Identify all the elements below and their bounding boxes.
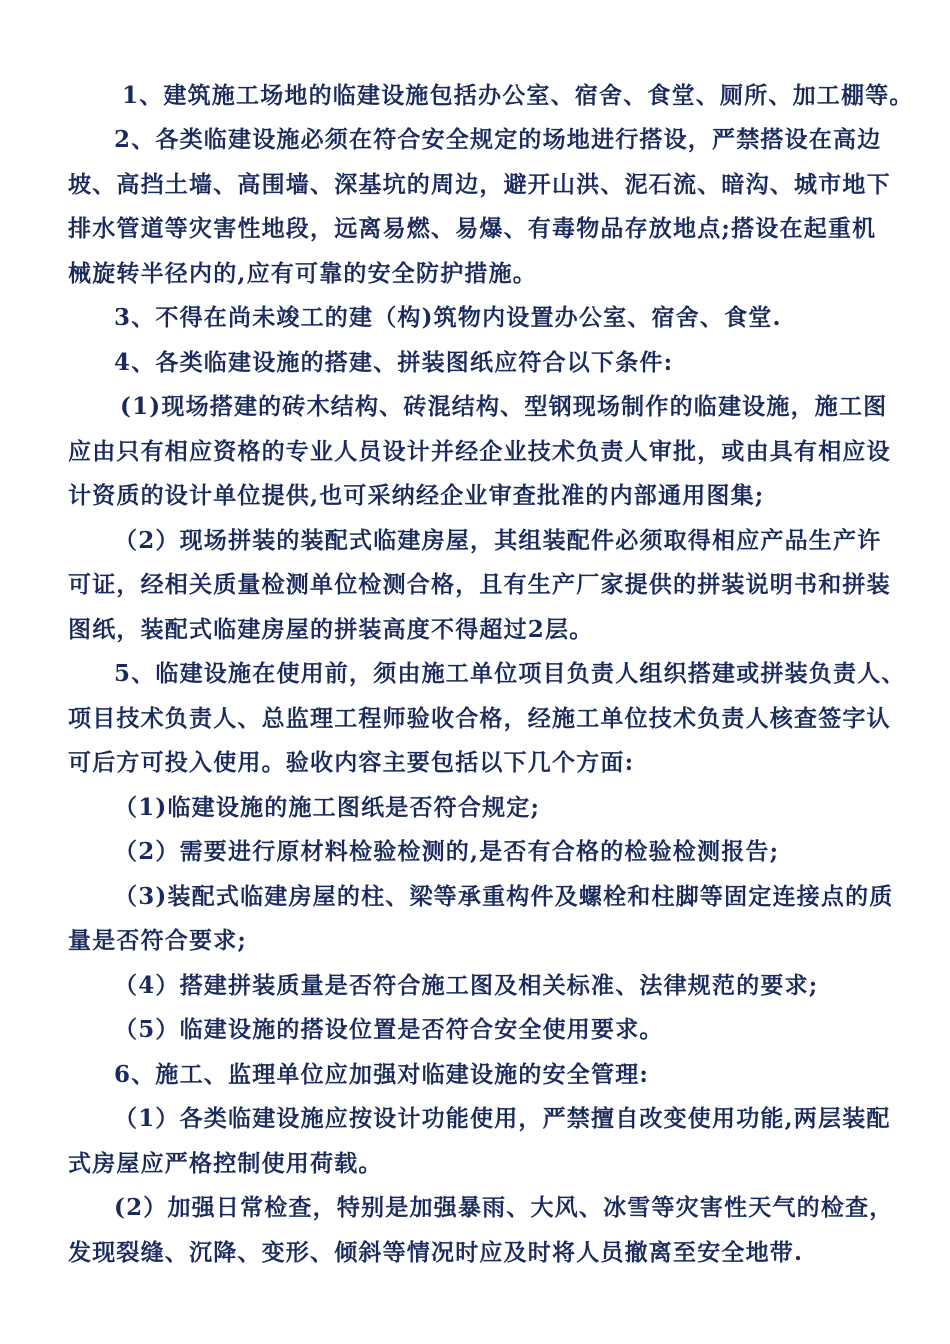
text-line-sub-3: （3)装配式临建房屋的柱、梁等承重构件及螺栓和柱脚等固定连接点的质 [114, 883, 894, 910]
text-line-item-1: 1、建筑施工场地的临建设施包括办公室、宿舍、食堂、厕所、加工棚等。 [122, 82, 914, 109]
text-line: 发现裂缝、沉降、变形、倾斜等情况时应及时将人员撤离至安全地带. [68, 1239, 804, 1266]
text-line-sub-2: （2）现场拼装的装配式临建房屋，其组装配件必须取得相应产品生产许 [114, 527, 882, 554]
text-line: 量是否符合要求; [68, 927, 248, 954]
text-line-sub-2: (2）加强日常检查，特别是加强暴雨、大风、冰雪等灾害性天气的检查， [114, 1194, 894, 1221]
text-line-item-5: 5、临建设施在使用前，须由施工单位项目负责人组织搭建或拼装负责人、 [114, 660, 906, 687]
text-line-sub-2: （2）需要进行原材料检验检测的,是否有合格的检验检测报告; [114, 838, 780, 865]
text-line-sub-5: （5）临建设施的搭设位置是否符合安全使用要求。 [114, 1016, 664, 1043]
text-line: 坡、高挡土墙、高围墙、深基坑的周边，避开山洪、泥石流、暗沟、城市地下 [68, 171, 891, 198]
text-line: 项目技术负责人、总监理工程师验收合格，经施工单位技术负责人核查签字认 [68, 705, 891, 732]
text-line-item-3: 3、不得在尚未竣工的建（构)筑物内设置办公室、宿舍、食堂. [114, 304, 782, 331]
text-line-sub-1: （1)临建设施的施工图纸是否符合规定; [114, 794, 541, 821]
text-line: 可后方可投入使用。验收内容主要包括以下几个方面: [68, 749, 635, 776]
text-line: 械旋转半径内的,应有可靠的安全防护措施。 [68, 260, 538, 287]
text-line: 应由只有相应资格的专业人员设计并经企业技术负责人审批，或由具有相应设 [68, 438, 891, 465]
text-line: 可证，经相关质量检测单位检测合格，且有生产厂家提供的拼装说明书和拼装 [68, 571, 891, 598]
text-line-item-4: 4、各类临建设施的搭建、拼装图纸应符合以下条件: [114, 349, 674, 376]
text-line-sub-1: （1）各类临建设施应按设计功能使用，严禁擅自改变使用功能,两层装配 [114, 1105, 891, 1132]
text-line-item-2: 2、各类临建设施必须在符合安全规定的场地进行搭设，严禁搭设在高边 [114, 126, 882, 153]
text-line: 计资质的设计单位提供,也可采纳经企业审查批准的内部通用图集; [68, 482, 765, 509]
text-line-item-6: 6、施工、监理单位应加强对临建设施的安全管理: [114, 1061, 650, 1088]
text-line-sub-4: （4）搭建拼装质量是否符合施工图及相关标准、法律规范的要求; [114, 972, 819, 999]
text-line: 式房屋应严格控制使用荷载。 [68, 1150, 383, 1177]
text-line-sub-1: (1)现场搭建的砖木结构、砖混结构、型钢现场制作的临建设施，施工图 [120, 393, 888, 420]
text-line: 排水管道等灾害性地段，远离易燃、易爆、有毒物品存放地点;搭设在起重机 [68, 215, 877, 242]
text-line: 图纸，装配式临建房屋的拼装高度不得超过2层。 [68, 616, 594, 643]
